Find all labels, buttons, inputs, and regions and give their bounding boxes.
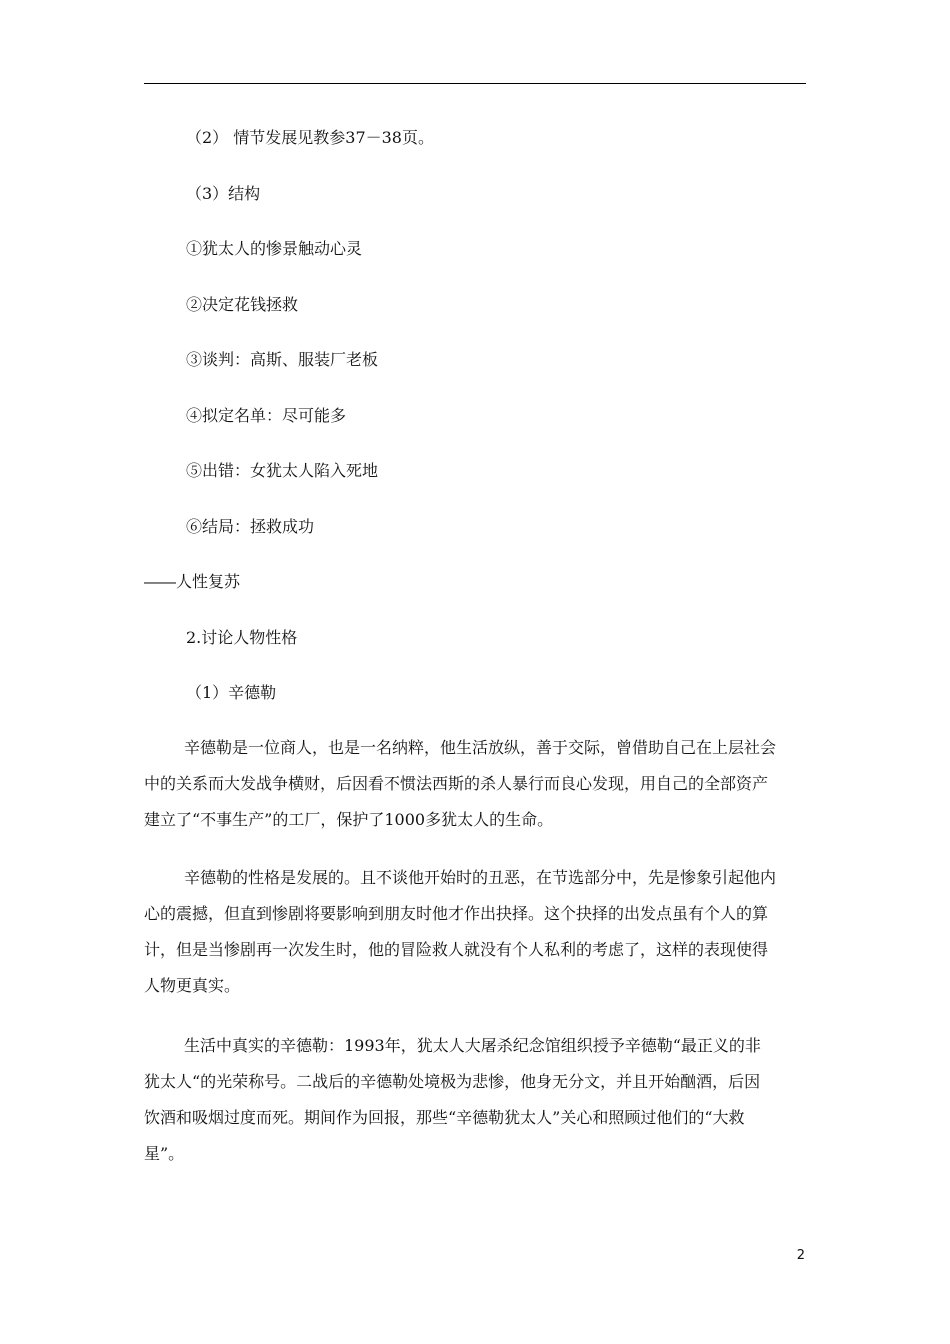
paragraph-line: 中的关系而大发战争横财，后因看不惯法西斯的杀人暴行而良心发现，用自己的全部资产 <box>144 774 769 793</box>
paragraph-line: 星”。 <box>144 1144 185 1163</box>
paragraph-real-schindler <box>144 1028 806 1172</box>
structure-item-4: ④拟定名单：尽可能多 <box>186 406 347 425</box>
structure-item-3: ③谈判：高斯、服装厂老板 <box>186 350 379 369</box>
structure-item-5: ⑤出错：女犹太人陷入死地 <box>186 461 379 480</box>
structure-heading: （3）结构 <box>186 184 261 203</box>
header-rule <box>144 83 806 84</box>
paragraph-line: 犹太人“的光荣称号。二战后的辛德勒处境极为悲惨，他身无分文，并且开始酗酒，后因 <box>144 1072 761 1091</box>
paragraph-line: 饮酒和吸烟过度而死。期间作为回报，那些“辛德勒犹太人”关心和照顾过他们的“大救 <box>144 1108 745 1127</box>
paragraph-schindler-character <box>144 860 806 1004</box>
structure-item-6: ⑥结局：拯救成功 <box>186 517 315 536</box>
section-heading-discussion: 2.讨论人物性格 <box>186 628 298 647</box>
paragraph-line: 人物更真实。 <box>144 976 241 995</box>
paragraph-schindler-intro <box>144 730 806 838</box>
paragraph-line: 生活中真实的辛德勒：1993年，犹太人大屠杀纪念馆组织授予辛德勒“最正义的非 <box>184 1036 761 1055</box>
structure-item-1: ①犹太人的惨景触动心灵 <box>186 239 363 258</box>
page-number: 2 <box>796 1248 805 1263</box>
structure-item-2: ②决定花钱拯救 <box>186 295 299 314</box>
structure-conclusion: ――人性复苏 <box>144 572 241 591</box>
paragraph-line: 计，但是当惨剧再一次发生时，他的冒险救人就没有个人私利的考虑了，这样的表现使得 <box>144 940 769 959</box>
paragraph-line: 辛德勒是一位商人，也是一名纳粹，他生活放纵，善于交际，曾借助自己在上层社会 <box>184 738 777 757</box>
subsection-heading-schindler: （1）辛德勒 <box>186 683 277 702</box>
paragraph-line: 辛德勒的性格是发展的。且不谈他开始时的丑恶，在节选部分中，先是惨象引起他内 <box>184 868 777 887</box>
plot-development-line: （2） 情节发展见教参37－38页。 <box>186 128 434 147</box>
paragraph-line: 建立了“不事生产”的工厂，保护了1000多犹太人的生命。 <box>144 810 554 829</box>
paragraph-line: 心的震撼，但直到惨剧将要影响到朋友时他才作出抉择。这个抉择的出发点虽有个人的算 <box>144 904 769 923</box>
